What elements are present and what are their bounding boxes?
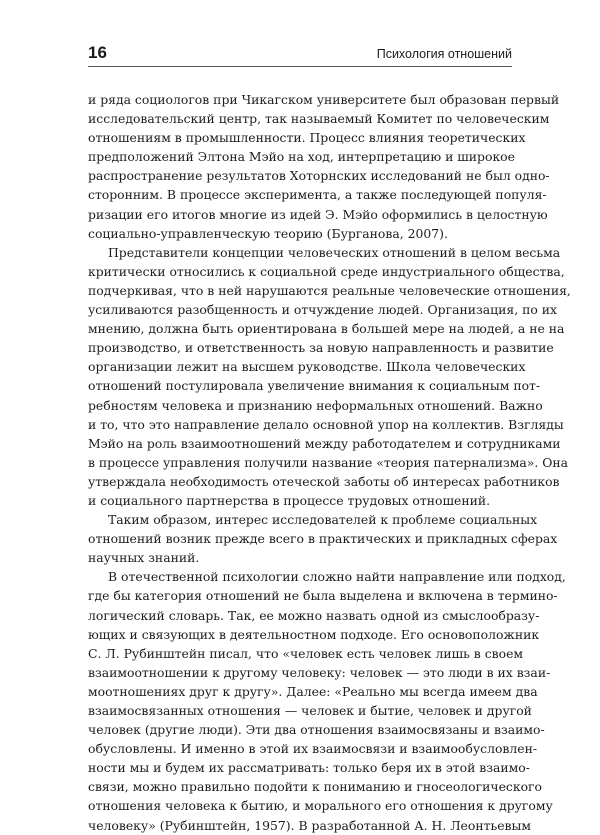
text-line: мнению, должна быть ориентирована в большей мере на людей, а не на [88, 321, 565, 337]
text-line: С. Л. Рубинштейн писал, что «человек есть человек лишь в своем [88, 645, 524, 661]
page-header [88, 42, 512, 64]
text-line: человеку» (Рубинштейн, 1957). В разработанной А. Н. Леонтьевым [88, 817, 532, 833]
text-line: сторонним. В процессе эксперимента, а также последующей популя- [88, 187, 547, 203]
text-line: моотношениях друг к другу». Далее: «Реально мы всегда имеем два [88, 683, 538, 699]
paragraph [88, 567, 566, 834]
text-line: человек (другие люди). Эти два отношения взаимосвязаны и взаимо- [88, 722, 545, 738]
paragraph [88, 90, 560, 243]
text-line: ребностям человека и признанию неформальных отношений. Важно [88, 397, 543, 413]
text-line: распространение результатов Хоторнских исследований не был одно- [88, 168, 550, 184]
text-line: логический словарь. Так, ее можно назвать одной из смыслообразу- [88, 607, 540, 623]
text-line: производство, и ответственность за новую направленность и развитие [88, 340, 554, 356]
text-line: связи, можно правильно подойти к пониманию и гносеологического [88, 779, 543, 795]
running-title: Психология отношений [376, 47, 512, 61]
text-line: и то, что это направление делало основной упор на коллектив. Взгляды [88, 416, 564, 432]
header-rule [88, 66, 512, 67]
text-line: ризации его итогов многие из идей Э. Мэйо оформились в целостную [88, 206, 548, 222]
body-text [88, 90, 571, 835]
text-line: исследовательский центр, так называемый Комитет по человеческим [88, 111, 550, 127]
text-line: Таким образом, интерес исследователей к проблеме социальных [108, 512, 538, 528]
page-number: 16 [88, 43, 107, 62]
text-line: и социального партнерства в процессе трудовых отношений. [88, 492, 491, 508]
text-line: в процессе управления получили название «теория патернализма». Она [88, 454, 569, 470]
paragraph [88, 243, 571, 510]
text-line: отношений постулировала увеличение внимания к социальным пот- [88, 378, 541, 394]
text-line: обусловлены. И именно в этой их взаимосвязи и взаимообусловлен- [88, 741, 538, 757]
text-line: подчеркивая, что в ней нарушаются реальные человеческие отношения, [88, 282, 571, 298]
text-line: усиливаются разобщенность и отчуждение людей. Организация, по их [88, 302, 557, 318]
text-line: взаимосвязанных отношения — человек и бытие, человек и другой [88, 703, 532, 718]
text-line: отношениям в промышленности. Процесс влияния теоретических [88, 130, 526, 146]
paragraph [88, 510, 558, 567]
text-line: социально-управленческую теорию (Бурганова, 2007). [88, 225, 448, 241]
text-line: предположений Элтона Мэйо на ход, интерпретацию и широкое [88, 149, 515, 165]
text-line: научных знаний. [88, 550, 200, 566]
text-line: взаимоотношении к другому человеку: человек — это люди в их взаи- [88, 664, 551, 680]
text-line: организации лежит на высшем руководстве. Школа человеческих [88, 359, 526, 375]
text-line: ности мы и будем их рассматривать: только беря их в этой взаимо- [88, 760, 530, 776]
text-line: и ряда социологов при Чикагском университете был образован первый [88, 92, 560, 107]
text-line: Представители концепции человеческих отношений в целом весьма [108, 244, 561, 260]
text-line: где бы категория отношений не была выделена и включена в термино- [88, 588, 558, 604]
text-line: критически относились к социальной среде индустриального общества, [88, 263, 565, 279]
text-line: отношений возник прежде всего в практических и прикладных сферах [88, 531, 558, 547]
text-line: отношения человека к бытию, и морального его отношения к другому [88, 798, 553, 814]
text-line: ющих и связующих в деятельностном подходе. Его основоположник [88, 626, 540, 642]
text-line: Мэйо на роль взаимоотношений между работодателем и сотрудниками [88, 435, 561, 451]
text-line: утверждала необходимость отеческой заботы об интересах работников [88, 473, 560, 489]
text-line: В отечественной психологии сложно найти направление или подход, [108, 569, 566, 585]
